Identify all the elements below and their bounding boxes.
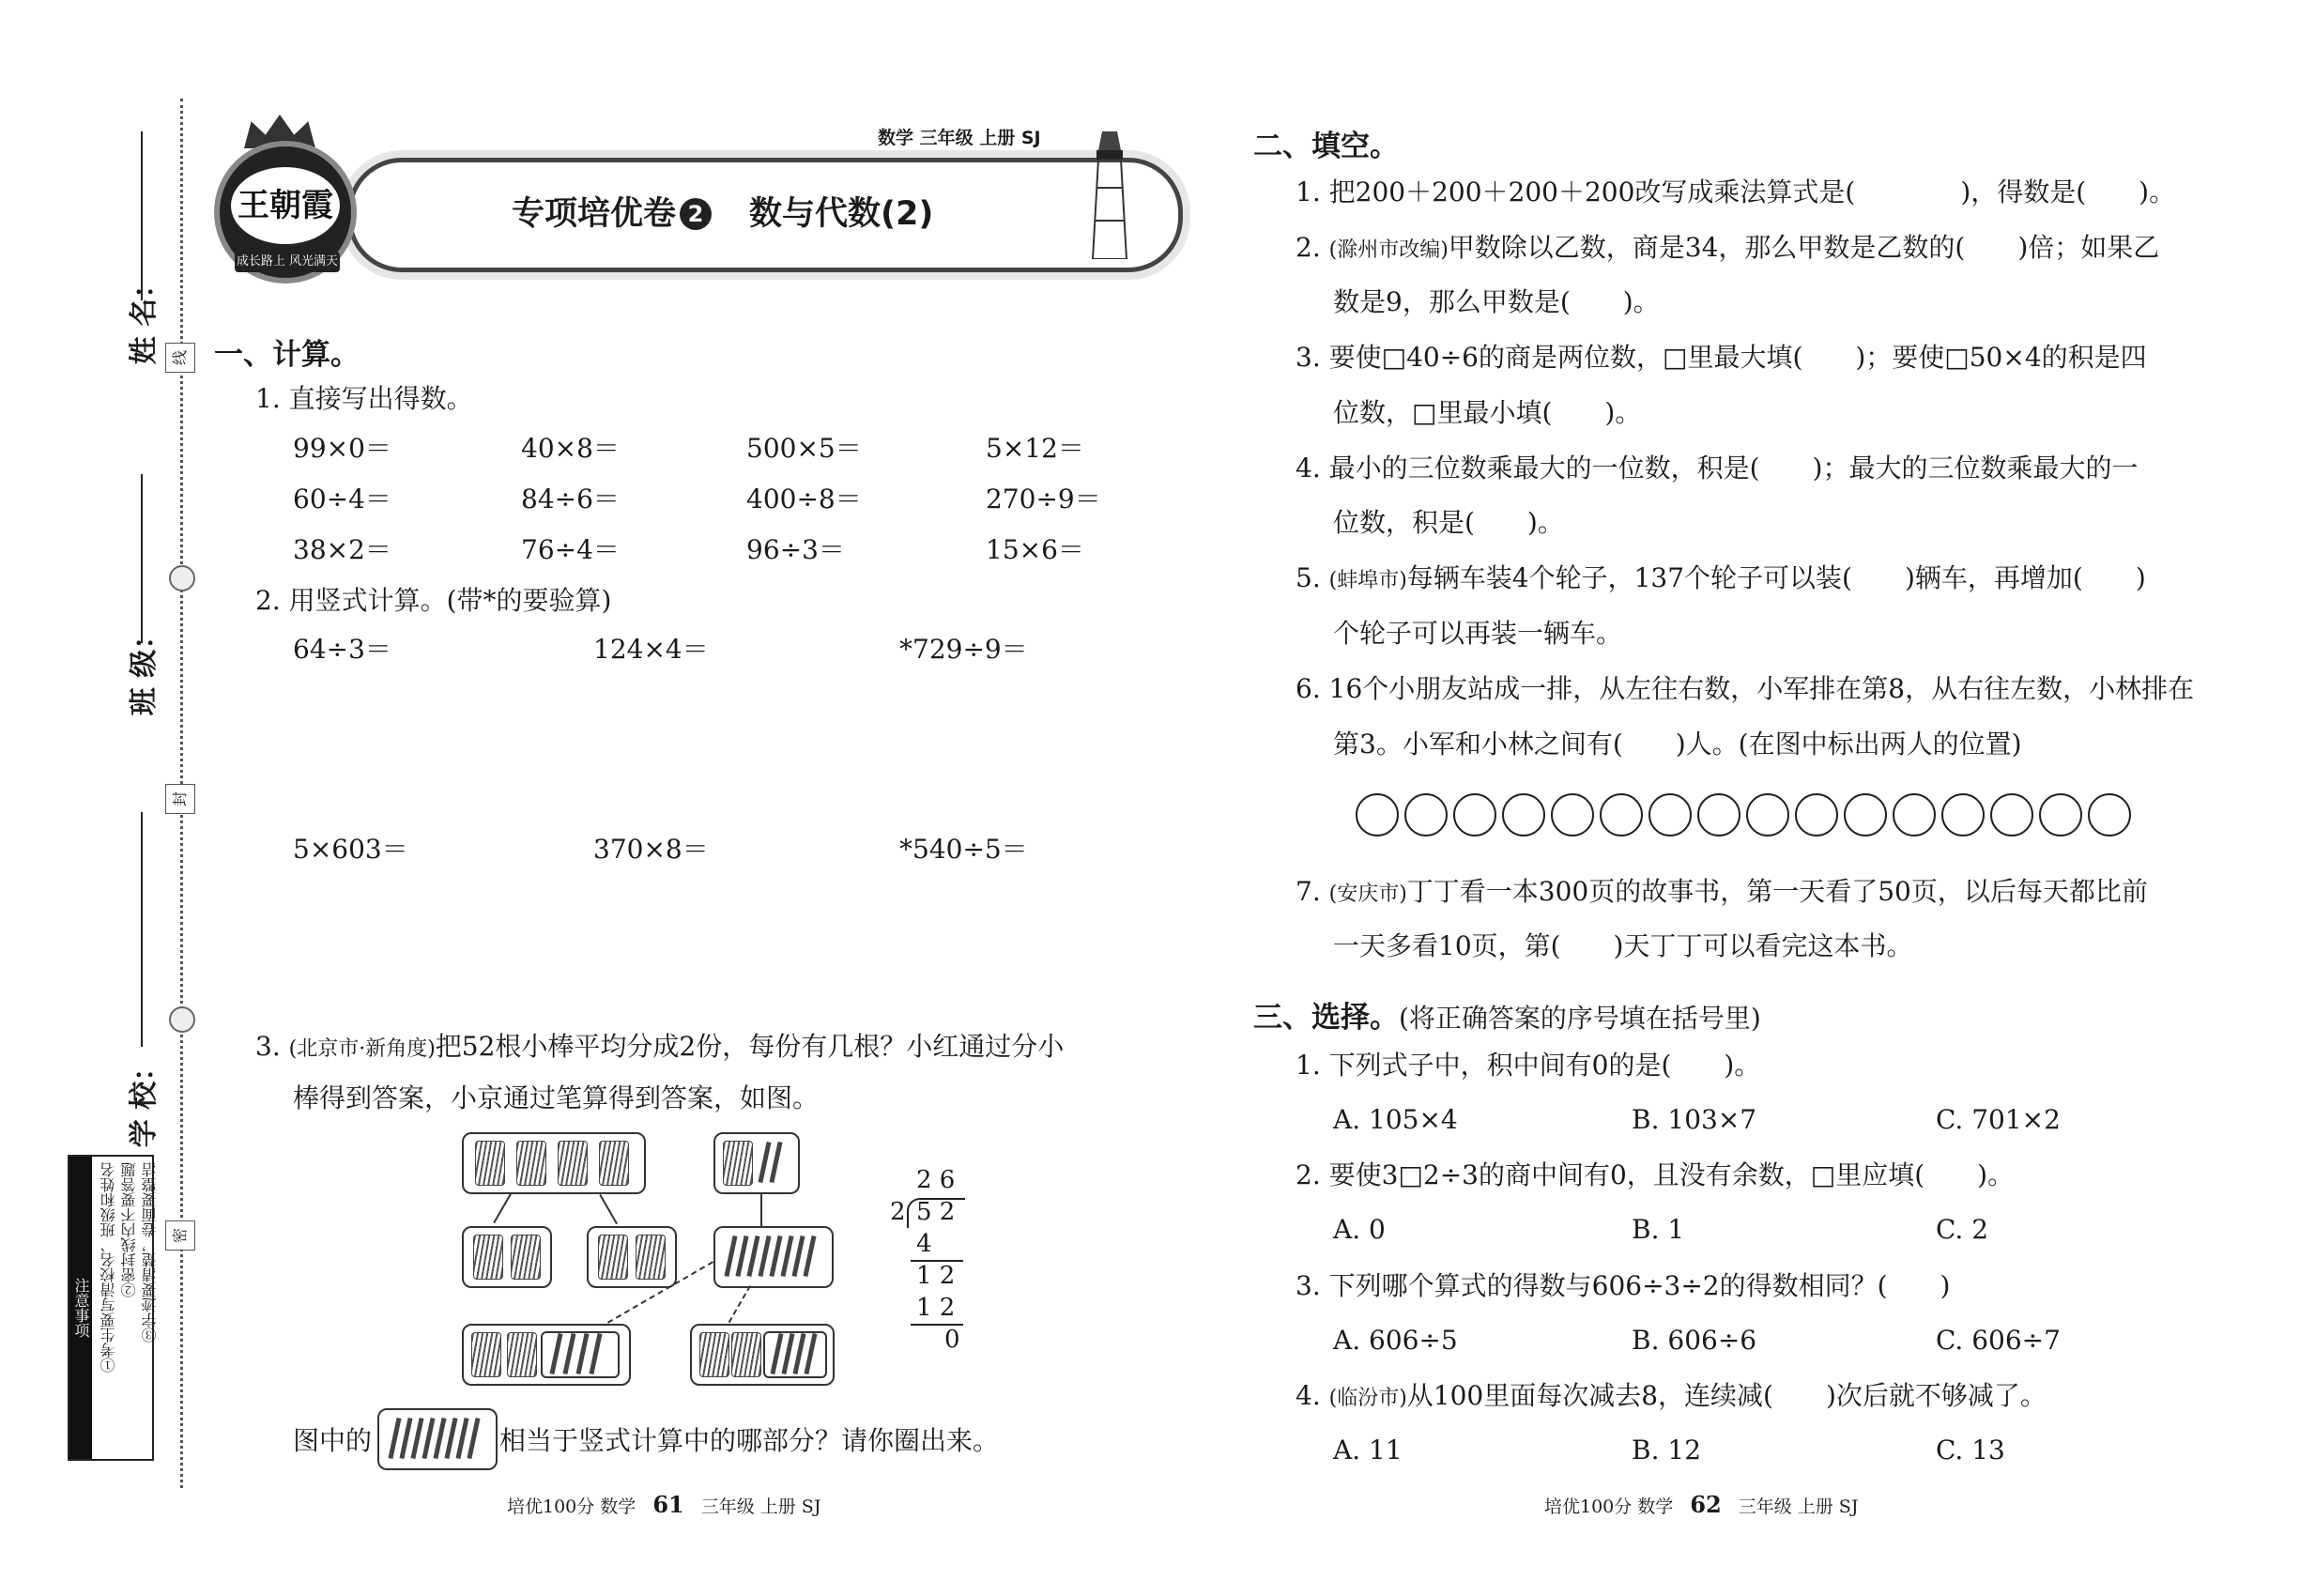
q1-item: 84÷6＝ <box>521 483 620 514</box>
child-circle[interactable] <box>1893 793 1936 836</box>
stick-icon <box>388 1418 401 1459</box>
choice-q3-opt-a: A. 606÷5 <box>1333 1325 1458 1356</box>
q2-title: 2. 用竖式计算。(带*的要验算) <box>255 585 612 616</box>
fill-q3-line-2: 位数，□里最小填( )。 <box>1333 397 1642 428</box>
arrow-icon <box>493 1193 512 1223</box>
choice-q1 <box>1296 1047 1760 1084</box>
fill-q7 <box>1296 873 2148 913</box>
page-title <box>512 188 933 235</box>
fill-q6 <box>1296 670 2194 708</box>
share-a <box>462 1324 631 1386</box>
q3-source: (北京市·新角度) <box>288 1037 436 1061</box>
ld-step-1: 4 <box>916 1230 932 1258</box>
bundle-icon <box>475 1141 505 1186</box>
q3-tail-b: 相当于竖式计算中的哪部分？请你圈出来。 <box>499 1425 1000 1456</box>
bundle-icon <box>636 1235 666 1280</box>
bundle-icon <box>699 1332 729 1377</box>
stick-icon <box>724 1235 737 1277</box>
footer-right-b: 三年级 上册 SJ <box>1738 1496 1859 1517</box>
title-prefix: 专项培优卷 <box>512 195 677 233</box>
child-circle[interactable] <box>1551 793 1594 836</box>
title-main: 数与代数(2) <box>749 195 934 233</box>
section-1-title: 一、计算。 <box>214 338 360 372</box>
fill-q4-text: 最小的三位数乘最大的一位数，积是( )；最大的三位数乘最大的一 <box>1328 453 2139 483</box>
children-circles-row <box>1356 793 2131 836</box>
q2-item: 64÷3＝ <box>293 634 391 665</box>
stick-icon <box>804 1333 817 1374</box>
stick-icon <box>758 1142 771 1183</box>
q1-title: 1. 直接写出得数。 <box>255 383 473 414</box>
choice-q2-opt-b: B. 1 <box>1632 1214 1685 1245</box>
fill-q3-text: 要使□40÷6的商是两位数，□里最大填( )；要使□50×4的积是四 <box>1328 342 2147 373</box>
child-circle[interactable] <box>1990 793 2033 836</box>
cut-mark-line: 线 <box>165 343 195 373</box>
fill-q5-source: (蚌埠市) <box>1328 569 1407 592</box>
choice-q1-opt-a: A. 105×4 <box>1333 1104 1458 1135</box>
q1-item: 99×0＝ <box>293 433 391 464</box>
ld-dividend: 5 2 <box>916 1198 956 1226</box>
q1-item: 5×12＝ <box>986 433 1084 464</box>
fill-q1-number: 1. <box>1296 176 1321 207</box>
note-3: ③字迹要清楚，卷面要整洁 <box>141 1162 159 1343</box>
child-circle[interactable] <box>1746 793 1789 836</box>
fill-q6-line-2: 第3。小军和小林之间有( )人。(在图中标出两人的位置) <box>1333 729 2022 760</box>
bundle-icon <box>507 1332 537 1377</box>
choice-q1-text: 下列式子中，积中间有0的是( )。 <box>1328 1050 1761 1081</box>
stick-icon <box>780 1235 793 1277</box>
choice-q2-opt-c: C. 2 <box>1936 1214 1989 1245</box>
child-circle[interactable] <box>1453 793 1496 836</box>
footer-right-a: 培优100分 数学 <box>1544 1496 1674 1517</box>
fill-q1-text: 把200＋200＋200＋200改写成乘法算式是( )，得数是( )。 <box>1328 176 2176 207</box>
loose-sticks-subbox <box>763 1331 827 1378</box>
q1-item: 96÷3＝ <box>746 534 845 565</box>
child-circle[interactable] <box>2039 793 2082 836</box>
logo-ribbon: 成长路上 风光满天 <box>235 252 340 272</box>
q2-item: *540÷5＝ <box>899 834 1028 865</box>
fill-q2-number: 2. <box>1296 232 1321 263</box>
page-number-left: 61 <box>652 1491 684 1518</box>
bundle-pair-b <box>587 1226 677 1288</box>
choice-q4-opt-b: B. 12 <box>1632 1435 1702 1466</box>
stick-icon <box>399 1418 412 1459</box>
child-circle[interactable] <box>1648 793 1692 836</box>
fill-q3-number: 3. <box>1296 342 1321 373</box>
fill-q5-number: 5. <box>1296 562 1321 593</box>
stick-icon <box>455 1418 468 1459</box>
choice-q3-opt-c: C. 606÷7 <box>1936 1325 2061 1356</box>
school-label: 学 校： <box>128 1052 161 1148</box>
share-b <box>690 1324 835 1386</box>
fill-q4 <box>1296 450 2138 487</box>
fill-q2 <box>1296 229 2159 269</box>
arrow-icon <box>599 1194 618 1224</box>
cut-mark-secret: 密 <box>165 1220 195 1251</box>
stick-icon <box>444 1418 457 1459</box>
name-label: 姓 名： <box>128 269 161 365</box>
fill-q7-text: 丁丁看一本300页的故事书，第一天看了50页，以后每天都比前 <box>1406 876 2148 907</box>
bundle-icon <box>511 1235 541 1280</box>
scissor-icon <box>169 1006 195 1033</box>
class-field[interactable] <box>141 474 143 643</box>
child-circle[interactable] <box>1600 793 1643 836</box>
choice-q3 <box>1296 1267 1950 1305</box>
choice-q1-number: 1. <box>1296 1050 1321 1081</box>
scissor-icon <box>169 565 195 591</box>
child-circle[interactable] <box>1941 793 1985 836</box>
bundle-icon <box>516 1141 546 1186</box>
q1-item: 400÷8＝ <box>746 483 862 514</box>
stick-icon <box>758 1235 771 1277</box>
page-number-right: 62 <box>1690 1491 1722 1518</box>
fill-q2-line-2: 数是9，那么甲数是( )。 <box>1333 286 1660 317</box>
ld-step-2: 1 2 <box>916 1262 956 1290</box>
fill-q5-text: 每辆车装4个轮子，137个轮子可以装( )辆车，再增加( ) <box>1406 562 2146 593</box>
choice-q4-source: (临汾市) <box>1328 1387 1407 1410</box>
q1-item: 500×5＝ <box>746 433 862 464</box>
child-circle[interactable] <box>1356 793 1399 836</box>
child-circle[interactable] <box>1844 793 1887 836</box>
section-3-heading <box>1253 993 1761 1037</box>
bundle-icon <box>731 1332 761 1377</box>
q3-line-1 <box>255 1028 1064 1068</box>
choice-q4-opt-c: C. 13 <box>1936 1435 2005 1466</box>
child-circle[interactable] <box>1404 793 1448 836</box>
fill-q2-source: (滁州市改编) <box>1328 238 1449 262</box>
q3-tail-a: 图中的 <box>293 1425 373 1456</box>
child-circle[interactable] <box>2088 793 2131 836</box>
fill-q5 <box>1296 560 2146 600</box>
choice-q3-opt-b: B. 606÷6 <box>1632 1325 1757 1356</box>
choice-q2-number: 2. <box>1296 1159 1321 1190</box>
bundle-icon <box>558 1141 588 1186</box>
fill-q6-number: 6. <box>1296 673 1321 704</box>
q1-item: 15×6＝ <box>986 534 1084 565</box>
choice-q4-opt-a: A. 11 <box>1333 1435 1403 1466</box>
stick-icon <box>410 1418 423 1459</box>
section-2-title: 二、填空。 <box>1253 130 1399 163</box>
bundle-icon <box>473 1235 503 1280</box>
class-label: 班 级： <box>128 621 161 716</box>
fill-q6-text: 16个小朋友站成一排，从左往右数，小军排在第8，从右往左数，小林排在 <box>1328 673 2195 704</box>
choice-q4-number: 4. <box>1296 1380 1321 1411</box>
fill-q7-line-2: 一天多看10页，第( )天丁丁可以看完这本书。 <box>1333 930 1913 961</box>
stick-icon <box>781 1333 794 1374</box>
bundle-icon <box>599 1141 629 1186</box>
ld-remainder: 0 <box>944 1326 960 1354</box>
bundle-icon <box>723 1141 753 1186</box>
child-circle[interactable] <box>1795 793 1838 836</box>
choice-q1-opt-c: C. 701×2 <box>1936 1104 2061 1135</box>
stick-icon <box>769 1142 782 1183</box>
q2-item: *729÷9＝ <box>899 634 1028 665</box>
q2-item: 124×4＝ <box>593 634 709 665</box>
stick-icon <box>769 1235 782 1277</box>
logo-text: 王朝霞 <box>231 167 340 244</box>
choice-q2-opt-a: A. 0 <box>1333 1214 1386 1245</box>
q2-item: 5×603＝ <box>293 834 408 865</box>
bundle-icon <box>598 1235 628 1280</box>
choice-q1-opt-b: B. 103×7 <box>1632 1104 1757 1135</box>
q1-item: 270÷9＝ <box>986 483 1101 514</box>
fill-q7-source: (安庆市) <box>1328 882 1407 906</box>
cut-mark-seal: 封 <box>165 784 195 814</box>
fill-q2-text: 甲数除以乙数，商是34，那么甲数是乙数的( )倍；如果乙 <box>1448 232 2160 263</box>
loose-sticks-subbox <box>541 1331 620 1378</box>
fill-q5-line-2: 个轮子可以再装一辆车。 <box>1333 618 1623 649</box>
choice-q3-text: 下列哪个算式的得数与606÷3÷2的得数相同？( ) <box>1328 1270 1951 1301</box>
loose-sticks-answer-box[interactable] <box>377 1408 498 1470</box>
child-circle[interactable] <box>1502 793 1545 836</box>
choice-q2 <box>1296 1157 2014 1194</box>
bundle-group-five <box>462 1132 646 1194</box>
choice-q4 <box>1296 1377 2047 1418</box>
stick-icon <box>735 1235 748 1277</box>
bundle-pair-a <box>462 1226 552 1288</box>
section-3-title: 三、选择。 <box>1253 1001 1399 1035</box>
q1-item: 40×8＝ <box>521 433 620 464</box>
stick-icon <box>803 1235 816 1277</box>
q2-item: 370×8＝ <box>593 834 709 865</box>
q1-item: 76÷4＝ <box>521 534 620 565</box>
notes-header: 注意事项 <box>69 1157 92 1459</box>
footer-right <box>1544 1491 1858 1518</box>
title-number-badge: 2 <box>680 198 712 230</box>
stick-icon <box>792 1333 805 1374</box>
fill-q1 <box>1296 174 2175 211</box>
q3-line-2: 棒得到答案，小京通过笔算得到答案，如图。 <box>293 1082 820 1113</box>
subject-tags: 数学 三年级 上册 SJ <box>878 128 1041 148</box>
stick-icon <box>433 1418 446 1459</box>
ld-step-3: 1 2 <box>916 1294 956 1322</box>
q3-number: 3. <box>255 1031 281 1062</box>
ld-quotient: 2 6 <box>916 1166 956 1194</box>
stick-icon <box>422 1418 435 1459</box>
stick-icon <box>770 1333 783 1374</box>
stick-icon <box>791 1235 805 1277</box>
stick-icon <box>589 1333 602 1374</box>
stick-icon <box>562 1333 575 1374</box>
q1-item: 38×2＝ <box>293 534 391 565</box>
child-circle[interactable] <box>1697 793 1740 836</box>
ld-divisor: 2 <box>890 1198 906 1226</box>
stick-icon <box>575 1333 589 1374</box>
note-1: ①考生要写清校名、班级和姓名 <box>100 1162 117 1373</box>
lighthouse-icon <box>1089 131 1130 259</box>
stick-icon <box>746 1235 759 1277</box>
footer-left-b: 三年级 上册 SJ <box>700 1496 821 1517</box>
stick-icon <box>549 1333 562 1374</box>
choice-q2-text: 要使3□2÷3的商中间有0，且没有余数，□里应填( )。 <box>1328 1159 2015 1190</box>
note-2: ②密封线内不要答题 <box>120 1162 138 1297</box>
bundle-icon <box>471 1332 501 1377</box>
loose-sticks-group <box>713 1226 834 1288</box>
fill-q3 <box>1296 339 2147 376</box>
stick-icon <box>467 1418 480 1459</box>
notes-box <box>68 1155 159 1461</box>
fill-q4-line-2: 位数，积是( )。 <box>1333 507 1564 538</box>
q1-item: 60÷4＝ <box>293 483 391 514</box>
fill-q7-number: 7. <box>1296 876 1321 907</box>
q3-text: 把52根小棒平均分成2份，每份有几根？小红通过分小 <box>435 1031 1065 1062</box>
bundle-group-right <box>713 1132 800 1194</box>
section-3-note: (将正确答案的序号填在括号里) <box>1399 1003 1761 1034</box>
choice-q4-text: 从100里面每次减去8，连续减( )次后就不够减了。 <box>1406 1380 2047 1411</box>
choice-q3-number: 3. <box>1296 1270 1321 1301</box>
name-field[interactable] <box>141 131 143 300</box>
fill-q4-number: 4. <box>1296 453 1321 483</box>
footer-left <box>507 1491 820 1518</box>
school-field[interactable] <box>141 812 143 1047</box>
footer-left-a: 培优100分 数学 <box>507 1496 636 1517</box>
